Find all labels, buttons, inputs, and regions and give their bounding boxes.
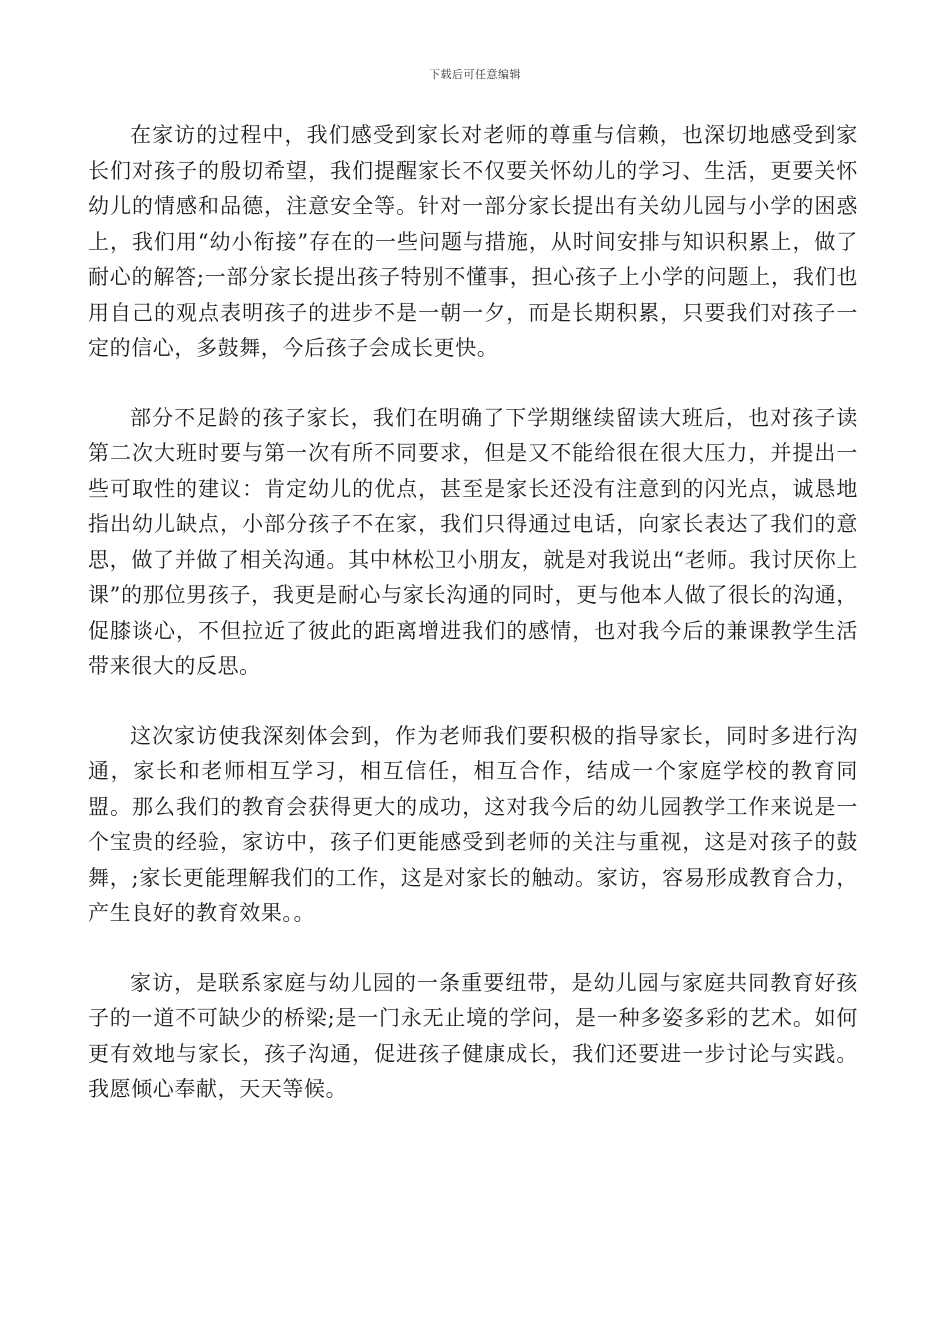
document-body — [88, 118, 858, 1142]
paragraph-4: 家访，是联系家庭与幼儿园的一条重要纽带，是幼儿园与家庭共同教育好孩子的一道不可缺少的桥梁;是一门永无止境的学问，是一种多姿多彩的艺术。如何更有效地与家长，孩子沟通，促进孩子健康成长，我们还要进一步讨论与实践。我愿倾心奉献，天天等候。 — [88, 970, 858, 1101]
paragraph-3: 这次家访使我深刻体会到，作为老师我们要积极的指导家长，同时多进行沟通，家长和老师相互学习，相互信任，相互合作，结成一个家庭学校的教育同盟。那么我们的教育会获得更大的成功，这对我今后的幼儿园教学工作来说是一个宝贵的经验，家访中，孩子们更能感受到老师的关注与重视，这是对孩子的鼓舞，;家长更能理解我们的工作，这是对家长的触动。家访，容易形成教育合力，产生良好的教育效果。。 — [88, 723, 858, 925]
paragraph-1: 在家访的过程中，我们感受到家长对老师的尊重与信赖，也深切地感受到家长们对孩子的殷切希望，我们提醒家长不仅要关怀幼儿的学习、生活，更要关怀幼儿的情感和品德，注意安全等。针对一部分家长提出有关幼儿园与小学的困惑上，我们用“幼小衔接”存在的一些问题与措施，从时间安排与知识积累上，做了耐心的解答;一部分家长提出孩子特别不懂事，担心孩子上小学的问题上，我们也用自己的观点表明孩子的进步不是一朝一夕，而是长期积累，只要我们对孩子一定的信心，多鼓舞，今后孩子会成长更快。 — [88, 123, 858, 360]
paragraph-2: 部分不足龄的孩子家长，我们在明确了下学期继续留读大班后，也对孩子读第二次大班时要与第一次有所不同要求，但是又不能给很在很大压力，并提出一些可取性的建议：肯定幼儿的优点，甚至是家长还没有注意到的闪光点，诚恳地指出幼儿缺点，小部分孩子不在家，我们只得通过电话，向家长表达了我们的意思，做了并做了相关沟通。其中林松卫小朋友，就是对我说出“老师。我讨厌你上课”的那位男孩子，我更是耐心与家长沟通的同时，更与他本人做了很长的沟通，促膝谈心，不但拉近了彼此的距离增进我们的感情，也对我今后的兼课教学生活带来很大的反思。 — [88, 405, 858, 678]
page-header-note: 下载后可任意编辑 — [429, 68, 521, 81]
